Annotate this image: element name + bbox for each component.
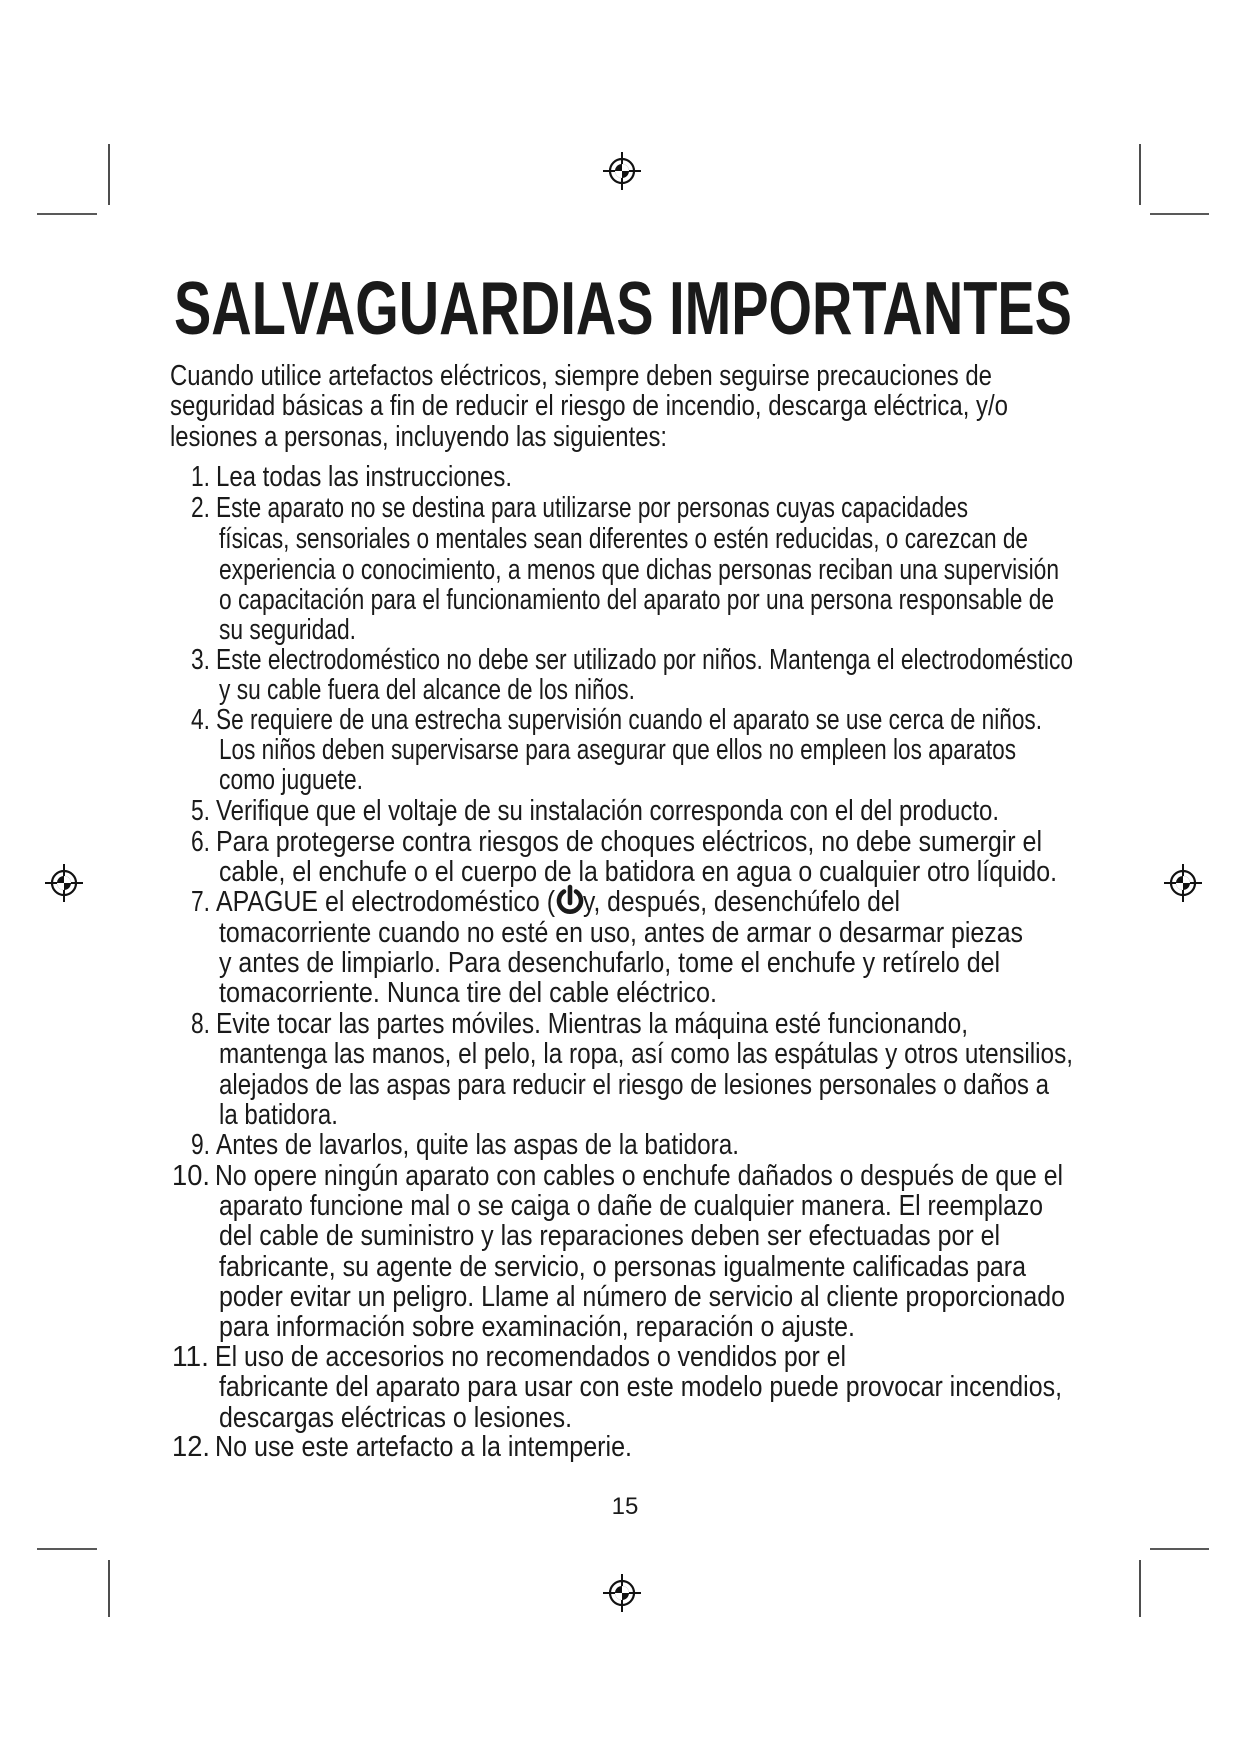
list-item-number: 10. — [172, 1160, 210, 1192]
list-item-line: cable, el enchufe o el cuerpo de la batidora en agua o cualquier otro líquido. — [219, 856, 1057, 888]
list-item-line: la batidora. — [219, 1099, 338, 1131]
list-item — [191, 1129, 739, 1161]
list-item-line: como juguete. — [219, 764, 363, 796]
list-item-line: fabricante, su agente de servicio, o personas igualmente calificadas para — [219, 1251, 1027, 1283]
list-item-number: 12. — [172, 1431, 210, 1463]
list-item-line: experiencia o conocimiento, a menos que dichas personas reciban una supervisión — [219, 554, 1059, 586]
list-item-line: tomacorriente cuando no esté en uso, antes de armar o desarmar piezas — [219, 917, 1023, 949]
list-item-line: y, después, desenchúfelo del — [583, 886, 900, 918]
registration-mark-icon — [1164, 864, 1202, 902]
list-item — [191, 826, 1057, 888]
list-item — [191, 795, 999, 827]
page-number: 15 — [611, 1493, 639, 1520]
list-item-line: Los niños deben supervisarse para asegurar que ellos no empleen los aparatos — [219, 734, 1016, 766]
list-item — [191, 1008, 1073, 1131]
list-item — [172, 1160, 1065, 1343]
list-item-line: Este electrodoméstico no debe ser utilizado por niños. Mantenga el electrodoméstico — [216, 644, 1073, 676]
list-item-line: Evite tocar las partes móviles. Mientras la máquina esté funcionando, — [216, 1008, 968, 1040]
list-item-line: físicas, sensoriales o mentales sean diferentes o estén reducidas, o carezcan de — [219, 523, 1028, 555]
list-item-line: Para protegerse contra riesgos de choques eléctricos, no debe sumergir el — [216, 826, 1042, 858]
list-item-number: 7. — [191, 886, 210, 918]
list-item-line: tomacorriente. Nunca tire del cable eléctrico. — [219, 977, 717, 1009]
list-item-line: y su cable fuera del alcance de los niños. — [219, 674, 635, 706]
list-item-number: 6. — [191, 826, 210, 858]
list-item-line: Verifique que el voltaje de su instalación corresponda con el del producto. — [216, 795, 999, 827]
list-item — [191, 461, 512, 493]
list-item-line: para información sobre examinación, reparación o ajuste. — [219, 1311, 855, 1343]
list-item-line: del cable de suministro y las reparaciones deben ser efectuadas por el — [219, 1220, 1000, 1252]
list-item-line: poder evitar un peligro. Llame al número de servicio al cliente proporcionado — [219, 1281, 1065, 1313]
list-item-line: APAGUE el electrodoméstico ( — [216, 886, 556, 918]
registration-mark-icon — [45, 864, 83, 902]
intro-line: lesiones a personas, incluyendo las siguientes: — [170, 421, 667, 453]
list-item-number: 11. — [172, 1341, 209, 1373]
list-item-line: fabricante del aparato para usar con este modelo puede provocar incendios, — [219, 1371, 1062, 1403]
list-item-line: Antes de lavarlos, quite las aspas de la batidora. — [216, 1129, 739, 1161]
list-item-line: o capacitación para el funcionamiento del aparato por una persona responsable de — [219, 584, 1054, 616]
list-item-number: 9. — [191, 1129, 210, 1161]
list-item-line: alejados de las aspas para reducir el riesgo de lesiones personales o daños a — [219, 1069, 1050, 1101]
list-item-line: El uso de accesorios no recomendados o vendidos por el — [215, 1341, 846, 1373]
page-title: SALVAGUARDIAS IMPORTANTES — [174, 266, 1072, 350]
list-item-line: su seguridad. — [219, 614, 356, 646]
list-item — [191, 492, 1059, 646]
intro-line: Cuando utilice artefactos eléctricos, siempre deben seguirse precauciones de — [170, 360, 992, 392]
list-item-line: y antes de limpiarlo. Para desenchufarlo, tome el enchufe y retírelo del — [219, 947, 1000, 979]
list-item-line: Se requiere de una estrecha supervisión cuando el aparato se use cerca de niños. — [216, 704, 1042, 736]
list-item-number: 5. — [191, 795, 210, 827]
list-item-number: 1. — [191, 461, 210, 493]
list-item-line: mantenga las manos, el pelo, la ropa, así como las espátulas y otros utensilios, — [219, 1038, 1073, 1070]
list-item-line: descargas eléctricas o lesiones. — [219, 1402, 572, 1434]
list-item-line: aparato funcione mal o se caiga o dañe de cualquier manera. El reemplazo — [219, 1190, 1043, 1222]
list-item-line: No opere ningún aparato con cables o enchufe dañados o después de que el — [215, 1160, 1063, 1192]
list-item-number: 4. — [191, 704, 210, 736]
list-item-line: Este aparato no se destina para utilizarse por personas cuyas capacidades — [216, 492, 968, 524]
registration-mark-icon — [603, 1574, 641, 1612]
list-item-line: Lea todas las instrucciones. — [216, 461, 512, 493]
list-item — [191, 886, 1023, 1009]
intro-line: seguridad básicas a fin de reducir el riesgo de incendio, descarga eléctrica, y/o — [170, 390, 1008, 422]
list-item — [191, 704, 1042, 796]
list-item — [191, 644, 1073, 706]
list-item-number: 8. — [191, 1008, 210, 1040]
list-item-number: 3. — [191, 644, 210, 676]
registration-mark-icon — [603, 152, 641, 190]
safeguards-list — [172, 461, 1073, 1463]
intro-paragraph — [170, 360, 1008, 453]
list-item — [172, 1431, 632, 1463]
list-item-number: 2. — [191, 492, 210, 524]
list-item-line: No use este artefacto a la intemperie. — [215, 1431, 632, 1463]
power-icon — [559, 887, 581, 912]
list-item — [172, 1341, 1062, 1434]
